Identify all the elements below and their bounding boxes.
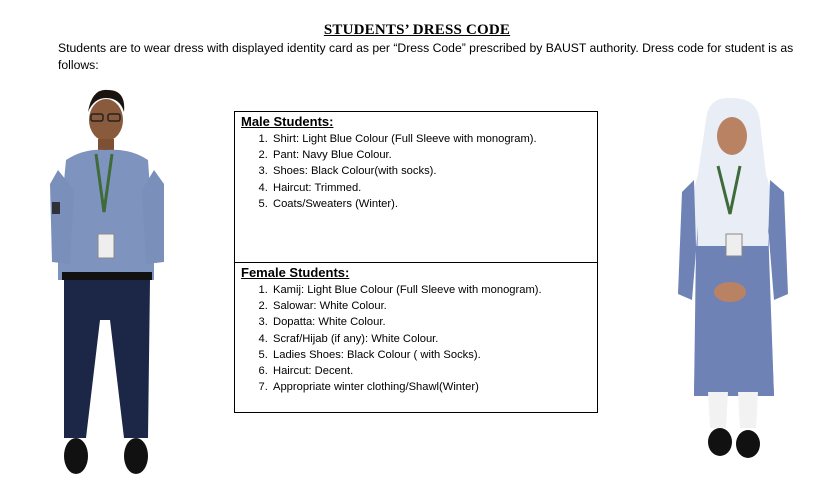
list-item: 4. Scraf/Hijab (if any): White Colour.	[271, 331, 589, 347]
female-dress-code-box	[234, 262, 598, 413]
list-item: 1. Kamij: Light Blue Colour (Full Sleeve with monogram).	[271, 282, 589, 298]
male-items-list	[241, 131, 589, 212]
female-heading: Female Students:	[241, 265, 350, 280]
list-item: 4. Haircut: Trimmed.	[271, 180, 589, 196]
list-item: 3. Dopatta: White Colour.	[271, 314, 589, 330]
list-item: 7. Appropriate winter clothing/Shawl(Winter)	[271, 379, 589, 395]
list-item: 5. Ladies Shoes: Black Colour ( with Socks).	[271, 347, 589, 363]
female-student-photo	[668, 96, 798, 476]
list-item: 5. Coats/Sweaters (Winter).	[271, 196, 589, 212]
female-items-list	[241, 282, 589, 395]
intro-text: Students are to wear dress with displayed identity card as per “Dress Code” prescribed by BAUST authority. Dress code for student is as follows:	[58, 41, 794, 72]
list-item: 2. Salowar: White Colour.	[271, 298, 589, 314]
male-heading: Male Students:	[241, 114, 334, 129]
page-title: STUDENTS’ DRESS CODE	[323, 22, 511, 38]
list-item: 3. Shoes: Black Colour(with socks).	[271, 163, 589, 179]
list-item: 1. Shirt: Light Blue Colour (Full Sleeve with monogram).	[271, 131, 589, 147]
male-dress-code-box	[234, 111, 598, 263]
list-item: 2. Pant: Navy Blue Colour.	[271, 147, 589, 163]
male-student-photo	[44, 84, 174, 484]
list-item: 6. Haircut: Decent.	[271, 363, 589, 379]
